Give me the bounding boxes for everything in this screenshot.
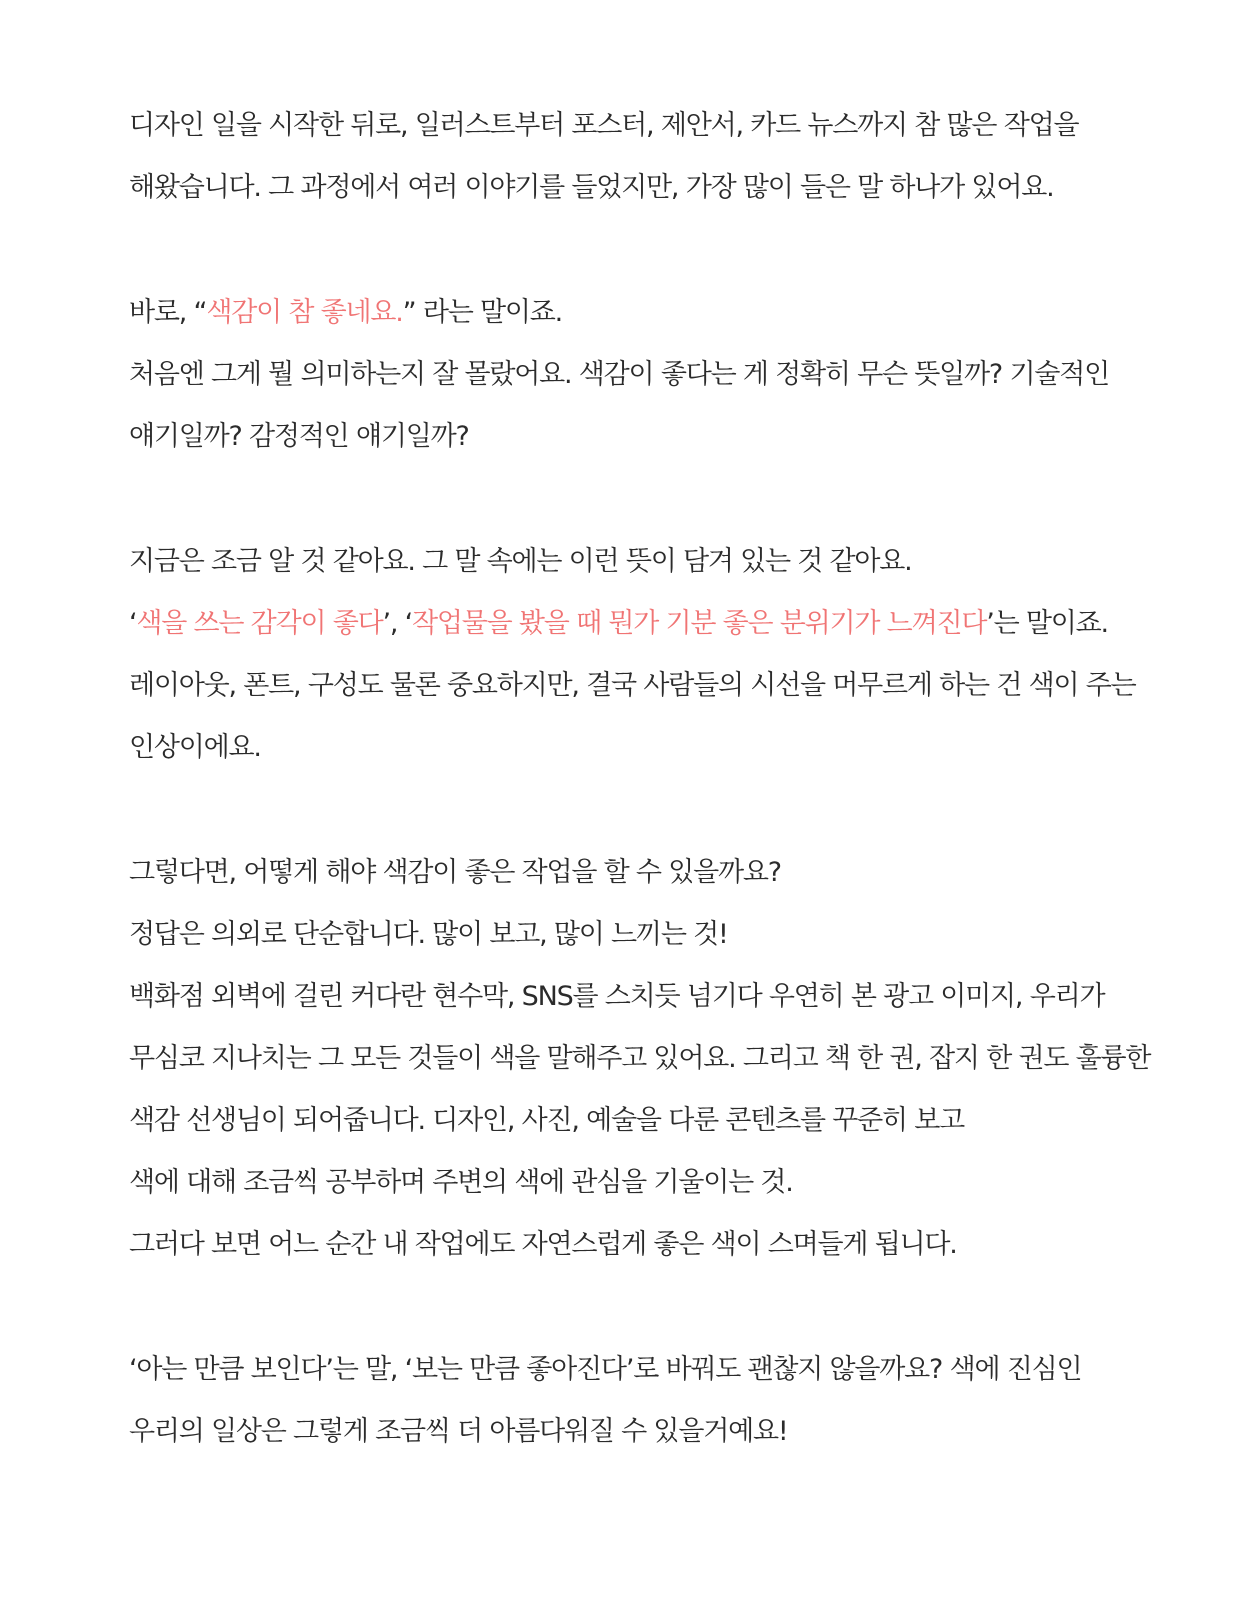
text-segment: 그러다 보면 어느 순간 내 작업에도 자연스럽게 좋은 색이 스며들게 됩니다. [129,1229,957,1260]
paragraph-4 [129,842,1151,1276]
text-segment: ‘아는 만큼 보인다’는 말, ‘보는 만큼 좋아진다’로 바꿔도 괜찮지 않을까요? 색에 진심인 [129,1354,1082,1385]
text-line [129,655,1139,717]
text-line [129,717,1139,779]
paragraph-2 [129,282,1139,468]
text-segment: 처음엔 그게 뭘 의미하는지 잘 몰랐어요. 색감이 좋다는 게 정확히 무슨 뜻일까? 기술적인 [129,359,1109,390]
paragraph-3 [129,531,1139,779]
paragraph-gap [129,468,1139,531]
text-segment: 지금은 조금 알 것 같아요. 그 말 속에는 이런 뜻이 담겨 있는 것 같아요. [129,546,912,577]
article-body [129,95,1151,1463]
text-line [129,1214,1139,1276]
text-segment: 얘기일까? 감정적인 얘기일까? [129,421,469,452]
text-line [129,282,1139,344]
paragraph-gap [129,779,1139,842]
text-line [129,593,1139,655]
text-segment: 바로, “ [129,297,207,328]
text-line [129,95,1139,157]
text-line [129,1152,1139,1214]
text-segment: 백화점 외벽에 걸린 커다란 현수막, SNS를 스치듯 넘기다 우연히 본 광고 이미지, 우리가 [129,981,1105,1012]
text-line [129,1401,1139,1463]
highlighted-phrase: 작업물을 봤을 때 뭔가 기분 좋은 분위기가 느껴진다 [412,608,987,639]
highlighted-phrase: 색을 쓰는 감각이 좋다 [136,608,383,639]
paragraph-gap [129,1276,1139,1339]
text-line [129,904,1139,966]
text-line [129,1090,1139,1152]
text-segment: ‘ [129,608,137,639]
text-segment: 우리의 일상은 그렇게 조금씩 더 아름다워질 수 있을거예요! [129,1416,788,1447]
text-segment: 정답은 의외로 단순합니다. 많이 보고, 많이 느끼는 것! [129,919,728,950]
text-line [129,344,1139,406]
text-line [129,842,1139,904]
text-line [129,531,1139,593]
paragraph-1 [129,95,1139,219]
text-segment: ’, ‘ [382,608,413,639]
text-segment: 색에 대해 조금씩 공부하며 주변의 색에 관심을 기울이는 것. [129,1167,793,1198]
text-segment: ’는 말이죠. [986,608,1108,639]
text-segment: 색감 선생님이 되어줍니다. 디자인, 사진, 예술을 다룬 콘텐츠를 꾸준히 보고 [129,1105,965,1136]
text-line [129,1339,1139,1401]
text-segment: 레이아웃, 폰트, 구성도 물론 중요하지만, 결국 사람들의 시선을 머무르게 하는 건 색이 주는 [129,670,1136,701]
text-segment: 무심코 지나치는 그 모든 것들이 색을 말해주고 있어요. 그리고 책 한 권, 잡지 한 권도 훌륭한 [129,1043,1151,1074]
text-line [129,1028,1151,1090]
paragraph-gap [129,219,1139,282]
text-segment: 인상이에요. [129,732,261,763]
text-segment: 해왔습니다. 그 과정에서 여러 이야기를 들었지만, 가장 많이 들은 말 하나가 있어요. [129,172,1054,203]
text-line [129,406,1139,468]
text-segment: 디자인 일을 시작한 뒤로, 일러스트부터 포스터, 제안서, 카드 뉴스까지 참 많은 작업을 [129,110,1079,141]
text-line [129,966,1139,1028]
text-segment: ” 라는 말이죠. [402,297,563,328]
highlighted-phrase: 색감이 참 좋네요. [206,297,403,328]
text-line [129,157,1139,219]
paragraph-5 [129,1339,1139,1463]
text-segment: 그렇다면, 어떻게 해야 색감이 좋은 작업을 할 수 있을까요? [129,857,781,888]
